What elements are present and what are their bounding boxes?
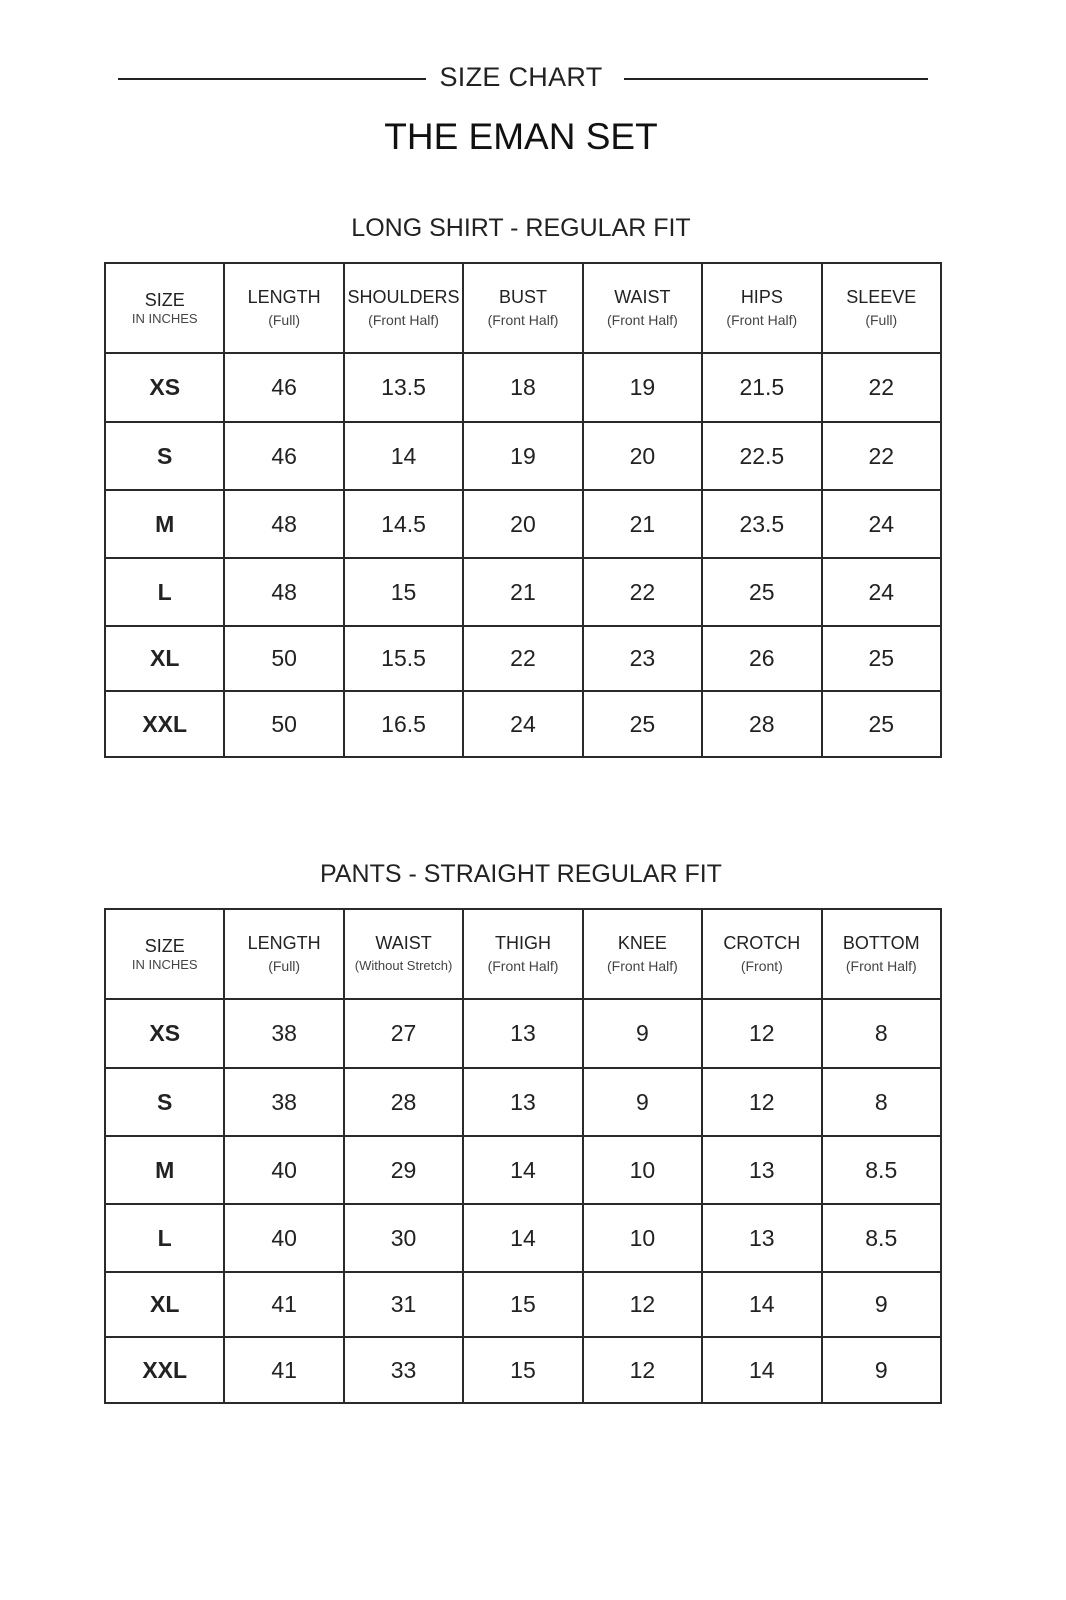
header-sub: (Without Stretch) (354, 958, 453, 973)
table-header-row (105, 909, 941, 999)
measurement-cell: 12 (702, 999, 821, 1068)
header-cell-size (105, 909, 224, 999)
header-main: BOTTOM (842, 933, 920, 953)
header-main: KNEE (617, 933, 667, 953)
header-main: LENGTH (247, 287, 321, 307)
header-cell-sleeve (822, 263, 941, 353)
measurement-cell: 22 (822, 353, 941, 422)
table-row (105, 691, 941, 757)
size-cell: L (105, 558, 224, 626)
measurement-cell: 22.5 (702, 422, 821, 490)
measurement-cell: 10 (583, 1136, 702, 1204)
header-main: BUST (498, 287, 547, 307)
table-row (105, 1136, 941, 1204)
header-sub: (Front Half) (368, 312, 439, 328)
measurement-cell: 16.5 (344, 691, 463, 757)
measurement-cell: 41 (224, 1337, 343, 1403)
header-sub: (Front Half) (487, 958, 559, 974)
measurement-cell: 15.5 (344, 626, 463, 691)
measurement-cell: 20 (583, 422, 702, 490)
header-cell-hips (702, 263, 821, 353)
header-cell-length (224, 909, 343, 999)
shirt-section-title: LONG SHIRT - REGULAR FIT (351, 214, 691, 242)
table-row (105, 1204, 941, 1272)
pants-table-body (105, 999, 941, 1403)
pants-section-title: PANTS - STRAIGHT REGULAR FIT (320, 860, 722, 888)
header-main: THIGH (494, 933, 551, 953)
size-chart-label: SIZE CHART (439, 62, 603, 92)
measurement-cell: 12 (583, 1337, 702, 1403)
measurement-cell: 14 (463, 1204, 582, 1272)
measurement-cell: 14 (702, 1272, 821, 1337)
shirt-size-table (104, 262, 942, 758)
header-sub: (Front Half) (487, 312, 559, 328)
header-main: SIZE (144, 290, 185, 310)
measurement-cell: 24 (463, 691, 582, 757)
measurement-cell: 29 (344, 1136, 463, 1204)
header-cell-bust (463, 263, 582, 353)
measurement-cell: 8.5 (822, 1136, 941, 1204)
measurement-cell: 13 (463, 1068, 582, 1136)
table-row (105, 1272, 941, 1337)
measurement-cell: 40 (224, 1204, 343, 1272)
measurement-cell: 8 (822, 999, 941, 1068)
header-cell-waist (583, 263, 702, 353)
measurement-cell: 14.5 (344, 490, 463, 558)
header-sub: (Front) (740, 958, 783, 974)
header-main: HIPS (740, 287, 783, 307)
header-sub: (Front Half) (607, 958, 678, 974)
table-row (105, 422, 941, 490)
table-row (105, 999, 941, 1068)
size-cell: M (105, 1136, 224, 1204)
measurement-cell: 12 (702, 1068, 821, 1136)
size-cell: XL (105, 626, 224, 691)
measurement-cell: 13 (702, 1136, 821, 1204)
measurement-cell: 28 (702, 691, 821, 757)
measurement-cell: 46 (224, 422, 343, 490)
measurement-cell: 23 (583, 626, 702, 691)
measurement-cell: 25 (822, 626, 941, 691)
header-sub: (Front Half) (726, 312, 798, 328)
header-cell-shoulders (344, 263, 463, 353)
measurement-cell: 14 (463, 1136, 582, 1204)
pants-size-table (104, 908, 942, 1404)
measurement-cell: 24 (822, 490, 941, 558)
measurement-cell: 15 (463, 1272, 582, 1337)
header-cell-bottom (822, 909, 941, 999)
header-sub: IN INCHES (131, 957, 198, 972)
measurement-cell: 48 (224, 490, 343, 558)
header-sub: IN INCHES (131, 311, 198, 326)
measurement-cell: 50 (224, 691, 343, 757)
shirt-table-body (105, 353, 941, 757)
header-main: WAIST (614, 287, 671, 307)
measurement-cell: 28 (344, 1068, 463, 1136)
measurement-cell: 9 (822, 1272, 941, 1337)
measurement-cell: 12 (583, 1272, 702, 1337)
measurement-cell: 8 (822, 1068, 941, 1136)
size-cell: XL (105, 1272, 224, 1337)
size-cell: XS (105, 353, 224, 422)
measurement-cell: 38 (224, 1068, 343, 1136)
measurement-cell: 25 (822, 691, 941, 757)
header-main: CROTCH (723, 933, 801, 953)
header-main: WAIST (375, 933, 432, 953)
measurement-cell: 21 (583, 490, 702, 558)
header-main: SIZE (144, 936, 185, 956)
measurement-cell: 25 (702, 558, 821, 626)
measurement-cell: 33 (344, 1337, 463, 1403)
size-cell: L (105, 1204, 224, 1272)
measurement-cell: 10 (583, 1204, 702, 1272)
measurement-cell: 8.5 (822, 1204, 941, 1272)
table-row (105, 353, 941, 422)
measurement-cell: 25 (583, 691, 702, 757)
header-cell-thigh (463, 909, 582, 999)
measurement-cell: 31 (344, 1272, 463, 1337)
header-sub: (Full) (268, 958, 301, 974)
measurement-cell: 21 (463, 558, 582, 626)
page-title: THE EMAN SET (384, 116, 658, 157)
measurement-cell: 21.5 (702, 353, 821, 422)
measurement-cell: 23.5 (702, 490, 821, 558)
measurement-cell: 46 (224, 353, 343, 422)
header-cell-size (105, 263, 224, 353)
measurement-cell: 38 (224, 999, 343, 1068)
measurement-cell: 13 (463, 999, 582, 1068)
measurement-cell: 15 (463, 1337, 582, 1403)
measurement-cell: 14 (702, 1337, 821, 1403)
size-cell: XXL (105, 691, 224, 757)
measurement-cell: 24 (822, 558, 941, 626)
measurement-cell: 48 (224, 558, 343, 626)
size-cell: XXL (105, 1337, 224, 1403)
measurement-cell: 27 (344, 999, 463, 1068)
table-row (105, 558, 941, 626)
measurement-cell: 13 (702, 1204, 821, 1272)
measurement-cell: 13.5 (344, 353, 463, 422)
table-row (105, 626, 941, 691)
measurement-cell: 9 (583, 1068, 702, 1136)
table-header-row (105, 263, 941, 353)
size-cell: S (105, 422, 224, 490)
measurement-cell: 9 (822, 1337, 941, 1403)
header-main: SHOULDERS (347, 287, 460, 307)
header-cell-crotch (702, 909, 821, 999)
measurement-cell: 30 (344, 1204, 463, 1272)
header-main: LENGTH (247, 933, 321, 953)
measurement-cell: 41 (224, 1272, 343, 1337)
measurement-cell: 22 (583, 558, 702, 626)
measurement-cell: 15 (344, 558, 463, 626)
table-row (105, 1337, 941, 1403)
table-row (105, 490, 941, 558)
measurement-cell: 20 (463, 490, 582, 558)
header-sub: (Front Half) (845, 958, 917, 974)
header-cell-waist (344, 909, 463, 999)
header-main: SLEEVE (846, 287, 917, 307)
measurement-cell: 26 (702, 626, 821, 691)
measurement-cell: 18 (463, 353, 582, 422)
header-cell-knee (583, 909, 702, 999)
measurement-cell: 9 (583, 999, 702, 1068)
size-cell: M (105, 490, 224, 558)
header-sub: (Full) (268, 312, 301, 328)
header-sub: (Full) (865, 312, 898, 328)
measurement-cell: 40 (224, 1136, 343, 1204)
measurement-cell: 22 (463, 626, 582, 691)
measurement-cell: 19 (463, 422, 582, 490)
header-cell-length (224, 263, 343, 353)
measurement-cell: 50 (224, 626, 343, 691)
measurement-cell: 14 (344, 422, 463, 490)
size-cell: S (105, 1068, 224, 1136)
measurement-cell: 19 (583, 353, 702, 422)
table-row (105, 1068, 941, 1136)
size-cell: XS (105, 999, 224, 1068)
header-sub: (Front Half) (607, 312, 678, 328)
measurement-cell: 22 (822, 422, 941, 490)
